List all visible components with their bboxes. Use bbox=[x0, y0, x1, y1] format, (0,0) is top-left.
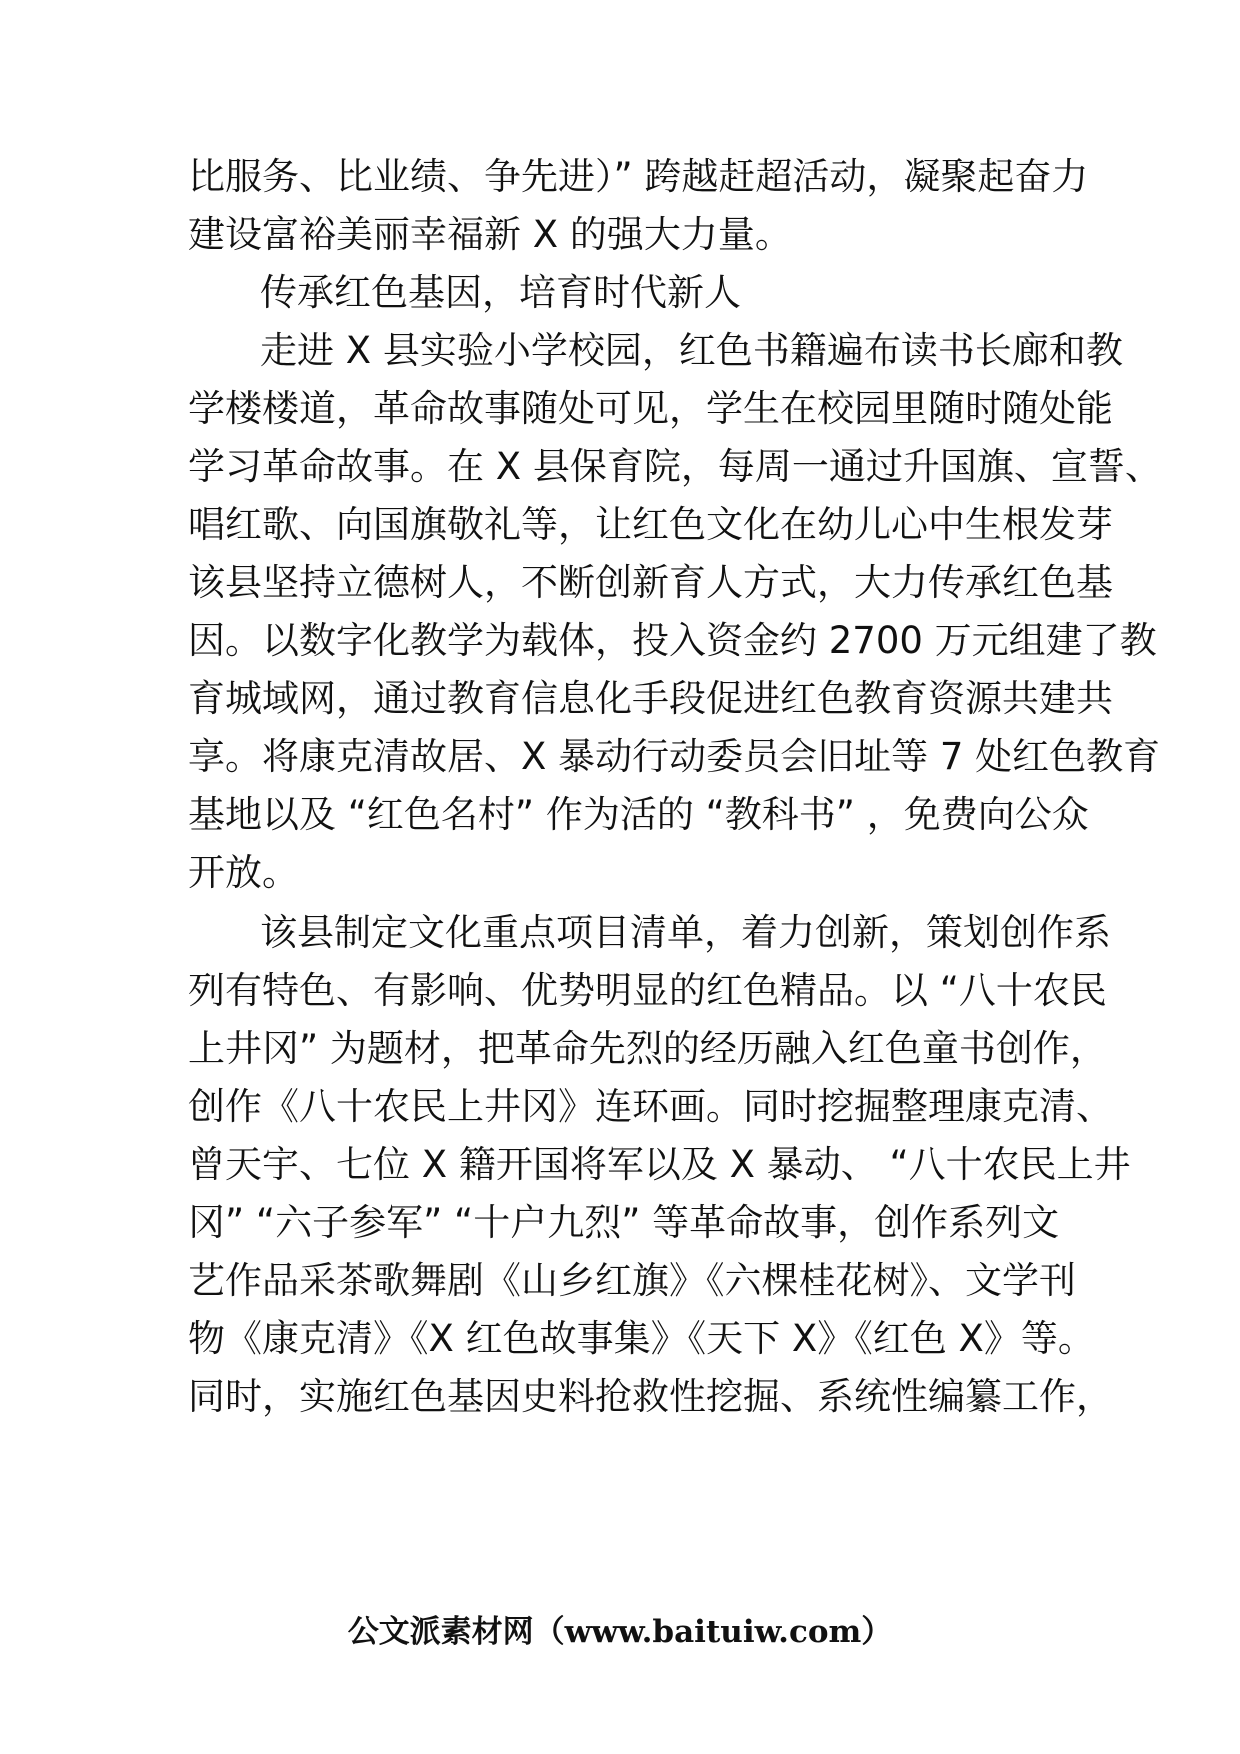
paragraph-line: 因。以数字化教学为载体，投入资金约 2700 万元组建了教 bbox=[188, 619, 1157, 662]
paragraph-line: 该县坚持立德树人，不断创新育人方式，大力传承红色基 bbox=[188, 561, 1113, 604]
footer-watermark: 公文派素材网（www.baituiw.com） bbox=[347, 1614, 893, 1650]
paragraph-line: 育城域网，通过教育信息化手段促进红色教育资源共建共 bbox=[188, 677, 1113, 720]
paragraph-line: 艺作品采茶歌舞剧《山乡红旗》《六棵桂花树》、文学刊 bbox=[188, 1259, 1076, 1302]
paragraph-line: 该县制定文化重点项目清单，着力创新，策划创作系 bbox=[260, 911, 1111, 954]
paragraph-line: 建设富裕美丽幸福新 X 的强大力量。 bbox=[188, 213, 792, 256]
paragraph-line: 基地以及 “红色名村” 作为活的 “教科书” ，免费向公众 bbox=[188, 793, 1089, 836]
paragraph-line: 同时，实施红色基因史料抢救性挖掘、系统性编纂工作， bbox=[188, 1375, 1113, 1418]
paragraph-line: 创作《八十农民上井冈》连环画。同时挖掘整理康克清、 bbox=[188, 1085, 1113, 1128]
paragraph-line: 列有特色、有影响、优势明显的红色精品。以 “八十农民 bbox=[188, 969, 1107, 1012]
paragraph-line: 学楼楼道，革命故事随处可见，学生在校园里随时随处能 bbox=[188, 387, 1113, 430]
paragraph-line: 唱红歌、向国旗敬礼等，让红色文化在幼儿心中生根发芽 bbox=[188, 503, 1113, 546]
paragraph-line: 走进 X 县实验小学校园，红色书籍遍布读书长廊和教 bbox=[260, 329, 1123, 372]
paragraph-line: 比服务、比业绩、争先进）” 跨越赶超活动，凝聚起奋力 bbox=[188, 155, 1089, 198]
paragraph-line: 享。将康克清故居、X 暴动行动委员会旧址等 7 处红色教育 bbox=[188, 735, 1161, 778]
paragraph-line: 开放。 bbox=[188, 851, 299, 894]
paragraph-line: 学习革命故事。在 X 县保育院，每周一通过升国旗、宣誓、 bbox=[188, 445, 1162, 488]
paragraph-line: 上井冈” 为题材，把革命先烈的经历融入红色童书创作， bbox=[188, 1027, 1107, 1070]
paragraph-line: 曾天宇、七位 X 籍开国将军以及 X 暴动、 “八十农民上井 bbox=[188, 1143, 1131, 1186]
paragraph-line: 物《康克清》《X 红色故事集》《天下 X》《红色 X》等。 bbox=[188, 1317, 1095, 1360]
section-heading: 传承红色基因，培育时代新人 bbox=[260, 271, 741, 314]
paragraph-line: 冈” “六子参军” “十户九烈” 等革命故事，创作系列文 bbox=[188, 1201, 1060, 1244]
